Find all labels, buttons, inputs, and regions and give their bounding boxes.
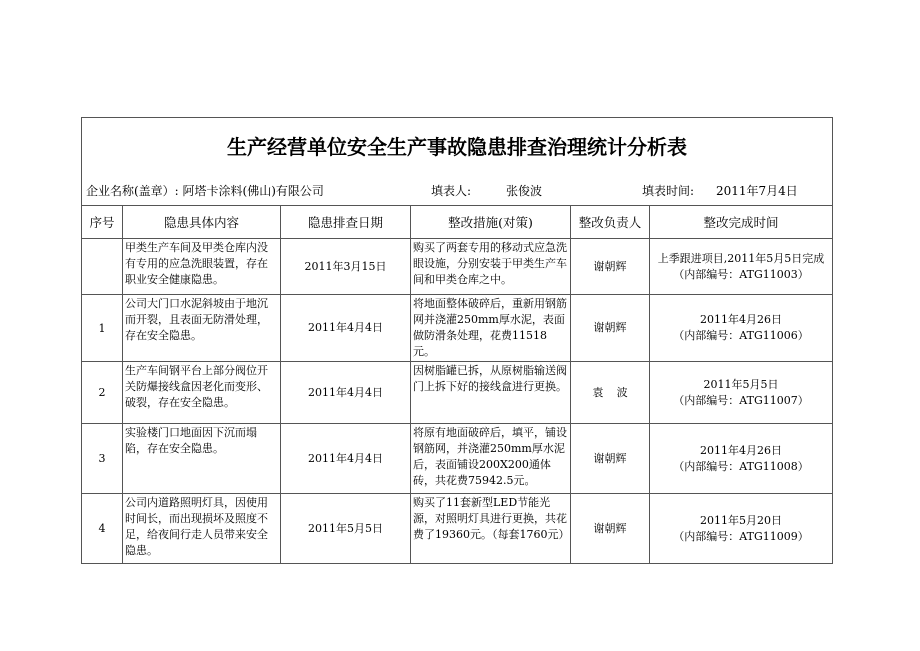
row-done [650,295,833,362]
row-content: 实验楼门口地面因下沉而塌陷，存在安全隐患。 [123,424,281,494]
row-done [650,239,833,295]
table-row [82,295,833,362]
row-done-date: 2011年5月5日 [703,377,779,391]
row-done-code: （内部编号：ATG11003） [673,267,809,281]
row-date: 2011年4月4日 [281,424,411,494]
row-num: 1 [82,295,123,362]
row-date: 2011年4月4日 [281,295,411,362]
row-person [571,362,650,424]
row-content: 公司大门口水泥斜坡由于地沉而开裂，且表面无防滑处理，存在安全隐患。 [123,295,281,362]
row-content: 公司内道路照明灯具，因使用时间长，而出现损坏及照度不足，给夜间行走人员带来安全隐患。 [123,494,281,564]
row-date: 2011年3月15日 [281,239,411,295]
row-done-code: （内部编号：ATG11009） [673,529,809,543]
table-row [82,239,833,295]
row-done-code: （内部编号：ATG11007） [673,393,809,407]
header-num: 序号 [82,206,123,239]
table-row [82,424,833,494]
row-done [650,424,833,494]
row-measure: 将原有地面破碎后，填平，铺设钢筋网，并浇灌250mm厚水泥后，表面铺设200X200通体砖，共花费75942.5元。 [411,424,571,494]
row-person: 谢朝辉 [571,239,650,295]
row-person: 谢朝辉 [571,295,650,362]
report-sheet [81,117,832,564]
row-num: 3 [82,424,123,494]
table-row [82,494,833,564]
row-done-date: 2011年5月20日 [700,513,783,527]
info-row [82,173,833,206]
company-name: 企业名称(盖章）: 阿塔卡涂料(佛山)有限公司 [86,184,324,198]
date-value: 2011年7月4日 [716,184,798,198]
filler-label: 填表人: [431,184,472,198]
row-num [82,239,123,295]
header-person: 整改负责人 [571,206,650,239]
row-num: 2 [82,362,123,424]
row-num: 4 [82,494,123,564]
header-measure: 整改措施(对策) [411,206,571,239]
row-date: 2011年4月4日 [281,362,411,424]
row-done-code: （内部编号：ATG11008） [673,459,809,473]
row-person: 谢朝辉 [571,424,650,494]
row-measure: 因树脂罐已拆，从原树脂输送阀门上拆下好的接线盒进行更换。 [411,362,571,424]
row-done-code: （内部编号：ATG11006） [673,329,809,342]
header-date: 隐患排查日期 [281,206,411,239]
row-done-date: 上季跟进项目,2011年5月5日完成 [657,251,825,265]
table-row [82,362,833,424]
hazard-report-table [81,117,833,564]
header-row [82,206,833,239]
row-done [650,494,833,564]
row-date: 2011年5月5日 [281,494,411,564]
row-done-date: 2011年4月26日 [700,443,783,457]
row-content: 甲类生产车间及甲类仓库内没有专用的应急洗眼装置，存在职业安全健康隐患。 [123,239,281,295]
report-title: 生产经营单位安全生产事故隐患排查治理统计分析表 [82,118,833,174]
row-person-name: 袁波 [592,385,641,399]
row-content: 生产车间钢平台上部分阀位开关防爆接线盒因老化而变形、破裂，存在安全隐患。 [123,362,281,424]
row-measure: 将地面整体破碎后，重新用钢筋网并浇灌250mm厚水泥，表面做防滑条处理，花费11518元。 [411,295,571,362]
header-content: 隐患具体内容 [123,206,281,239]
row-measure: 购买了11套新型LED节能光源，对照明灯具进行更换，共花费了19360元。（每套1760元） [411,494,571,564]
date-label: 填表时间: [642,184,695,198]
row-done [650,362,833,424]
header-done: 整改完成时间 [650,206,833,239]
row-measure: 购买了两套专用的移动式应急洗眼设施，分别安装于甲类生产车间和甲类仓库之中。 [411,239,571,295]
row-person: 谢朝辉 [571,494,650,564]
filler-name: 张俊波 [506,184,543,198]
row-done-date: 2011年4月26日 [700,313,783,326]
